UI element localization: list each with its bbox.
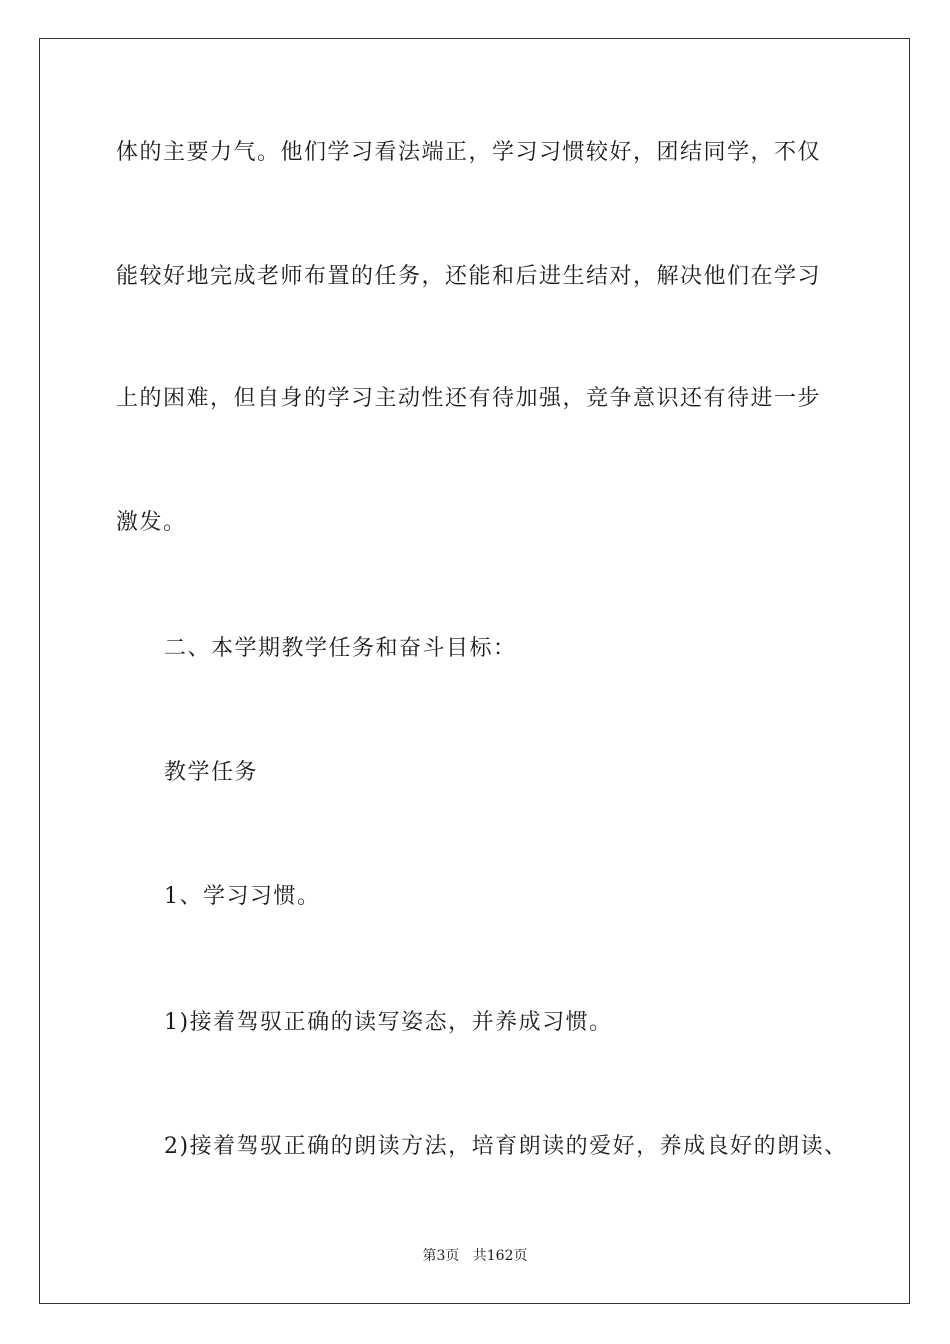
list-item: 1)接着驾驭正确的读写姿态，并养成习惯。 xyxy=(164,1010,613,1035)
section-heading: 二、本学期教学任务和奋斗目标： xyxy=(164,636,517,661)
list-item: 2)接着驾驭正确的朗读方法，培育朗读的爱好，养成良好的朗读、 xyxy=(164,1134,848,1159)
body-text-line: 上的困难，但自身的学习主动性还有待加强，竞争意识还有待进一步 xyxy=(116,386,822,411)
subsection-heading: 教学任务 xyxy=(164,760,259,785)
body-text-line: 能较好地完成老师布置的任务，还能和后进生结对，解决他们在学习 xyxy=(116,264,822,289)
list-item: 1、学习习惯。 xyxy=(164,884,321,909)
body-text-line: 体的主要力气。他们学习看法端正，学习习惯较好，团结同学，不仅 xyxy=(116,140,822,165)
page-border xyxy=(39,38,910,1304)
page-number-footer: 第3页 共162页 xyxy=(422,1248,528,1264)
body-text-line: 激发。 xyxy=(116,510,187,535)
